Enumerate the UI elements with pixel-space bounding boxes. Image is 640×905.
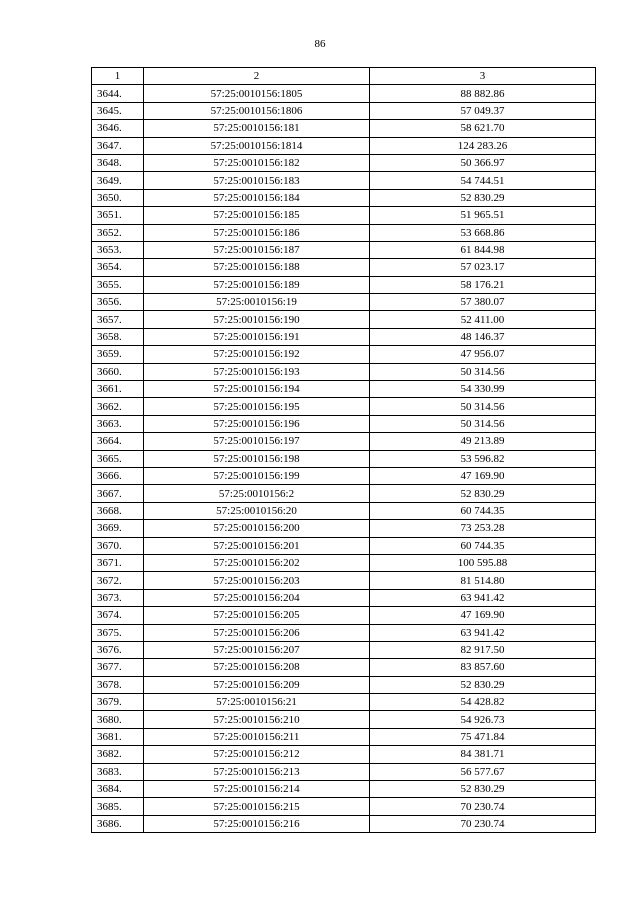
value-cell: 84 381.71 xyxy=(370,746,596,763)
cadastral-number-cell: 57:25:0010156:187 xyxy=(144,241,370,258)
table-row xyxy=(92,276,596,293)
value-cell: 70 230.74 xyxy=(370,815,596,832)
row-number-cell: 3666. xyxy=(92,467,144,484)
cadastral-number-cell: 57:25:0010156:207 xyxy=(144,641,370,658)
cadastral-number-cell: 57:25:0010156:193 xyxy=(144,363,370,380)
row-number-cell: 3682. xyxy=(92,746,144,763)
row-number-cell: 3684. xyxy=(92,781,144,798)
cadastral-number-cell: 57:25:0010156:1814 xyxy=(144,137,370,154)
row-number-cell: 3654. xyxy=(92,259,144,276)
row-number-cell: 3655. xyxy=(92,276,144,293)
table-row xyxy=(92,137,596,154)
cadastral-number-cell: 57:25:0010156:210 xyxy=(144,711,370,728)
table-row xyxy=(92,189,596,206)
value-cell: 57 049.37 xyxy=(370,102,596,119)
value-cell: 58 621.70 xyxy=(370,120,596,137)
table-row xyxy=(92,259,596,276)
table-row xyxy=(92,520,596,537)
row-number-cell: 3669. xyxy=(92,520,144,537)
table-row xyxy=(92,328,596,345)
value-cell: 54 744.51 xyxy=(370,172,596,189)
cadastral-number-cell: 57:25:0010156:205 xyxy=(144,607,370,624)
table-row xyxy=(92,172,596,189)
cadastral-number-cell: 57:25:0010156:188 xyxy=(144,259,370,276)
table-row xyxy=(92,781,596,798)
cadastral-number-cell: 57:25:0010156:181 xyxy=(144,120,370,137)
table-row xyxy=(92,659,596,676)
value-cell: 83 857.60 xyxy=(370,659,596,676)
row-number-cell: 3646. xyxy=(92,120,144,137)
cadastral-number-cell: 57:25:0010156:216 xyxy=(144,815,370,832)
value-cell: 63 941.42 xyxy=(370,624,596,641)
row-number-cell: 3668. xyxy=(92,502,144,519)
table-row xyxy=(92,398,596,415)
value-cell: 47 169.90 xyxy=(370,607,596,624)
cadastral-number-cell: 57:25:0010156:185 xyxy=(144,207,370,224)
value-cell: 54 926.73 xyxy=(370,711,596,728)
cadastral-number-cell: 57:25:0010156:194 xyxy=(144,381,370,398)
table-row xyxy=(92,467,596,484)
row-number-cell: 3663. xyxy=(92,415,144,432)
table-row xyxy=(92,554,596,571)
row-number-cell: 3685. xyxy=(92,798,144,815)
value-cell: 60 744.35 xyxy=(370,502,596,519)
table-row xyxy=(92,502,596,519)
table-body xyxy=(92,85,596,833)
row-number-cell: 3649. xyxy=(92,172,144,189)
cadastral-value-table xyxy=(91,67,596,833)
cadastral-number-cell: 57:25:0010156:197 xyxy=(144,433,370,450)
row-number-cell: 3651. xyxy=(92,207,144,224)
row-number-cell: 3673. xyxy=(92,589,144,606)
row-number-cell: 3674. xyxy=(92,607,144,624)
table-row xyxy=(92,433,596,450)
row-number-cell: 3658. xyxy=(92,328,144,345)
table-row xyxy=(92,641,596,658)
value-cell: 54 330.99 xyxy=(370,381,596,398)
cadastral-number-cell: 57:25:0010156:203 xyxy=(144,572,370,589)
value-cell: 50 366.97 xyxy=(370,154,596,171)
cadastral-number-cell: 57:25:0010156:191 xyxy=(144,328,370,345)
row-number-cell: 3657. xyxy=(92,311,144,328)
table-row xyxy=(92,294,596,311)
value-cell: 52 830.29 xyxy=(370,189,596,206)
value-cell: 58 176.21 xyxy=(370,276,596,293)
cadastral-number-cell: 57:25:0010156:183 xyxy=(144,172,370,189)
table-row xyxy=(92,763,596,780)
table-row xyxy=(92,711,596,728)
table-row xyxy=(92,450,596,467)
row-number-cell: 3662. xyxy=(92,398,144,415)
cadastral-number-cell: 57:25:0010156:196 xyxy=(144,415,370,432)
table-row xyxy=(92,224,596,241)
cadastral-number-cell: 57:25:0010156:20 xyxy=(144,502,370,519)
table-row xyxy=(92,485,596,502)
table-row xyxy=(92,241,596,258)
row-number-cell: 3644. xyxy=(92,85,144,102)
table-row xyxy=(92,154,596,171)
row-number-cell: 3678. xyxy=(92,676,144,693)
value-cell: 50 314.56 xyxy=(370,398,596,415)
table-row xyxy=(92,85,596,102)
column-header-1: 1 xyxy=(92,68,144,85)
cadastral-number-cell: 57:25:0010156:198 xyxy=(144,450,370,467)
cadastral-number-cell: 57:25:0010156:200 xyxy=(144,520,370,537)
value-cell: 52 830.29 xyxy=(370,781,596,798)
cadastral-number-cell: 57:25:0010156:1805 xyxy=(144,85,370,102)
row-number-cell: 3677. xyxy=(92,659,144,676)
row-number-cell: 3647. xyxy=(92,137,144,154)
row-number-cell: 3652. xyxy=(92,224,144,241)
value-cell: 56 577.67 xyxy=(370,763,596,780)
table-row xyxy=(92,694,596,711)
cadastral-number-cell: 57:25:0010156:189 xyxy=(144,276,370,293)
cadastral-number-cell: 57:25:0010156:209 xyxy=(144,676,370,693)
row-number-cell: 3660. xyxy=(92,363,144,380)
table-row xyxy=(92,363,596,380)
value-cell: 52 830.29 xyxy=(370,676,596,693)
cadastral-number-cell: 57:25:0010156:1806 xyxy=(144,102,370,119)
page-number: 86 xyxy=(314,38,326,50)
row-number-cell: 3680. xyxy=(92,711,144,728)
value-cell: 50 314.56 xyxy=(370,363,596,380)
value-cell: 124 283.26 xyxy=(370,137,596,154)
value-cell: 47 956.07 xyxy=(370,346,596,363)
cadastral-number-cell: 57:25:0010156:2 xyxy=(144,485,370,502)
cadastral-number-cell: 57:25:0010156:215 xyxy=(144,798,370,815)
value-cell: 57 380.07 xyxy=(370,294,596,311)
row-number-cell: 3653. xyxy=(92,241,144,258)
value-cell: 63 941.42 xyxy=(370,589,596,606)
cadastral-number-cell: 57:25:0010156:21 xyxy=(144,694,370,711)
table-row xyxy=(92,728,596,745)
row-number-cell: 3661. xyxy=(92,381,144,398)
row-number-cell: 3672. xyxy=(92,572,144,589)
value-cell: 81 514.80 xyxy=(370,572,596,589)
table-row xyxy=(92,624,596,641)
table-row xyxy=(92,120,596,137)
table-row xyxy=(92,311,596,328)
cadastral-number-cell: 57:25:0010156:192 xyxy=(144,346,370,363)
cadastral-number-cell: 57:25:0010156:186 xyxy=(144,224,370,241)
row-number-cell: 3671. xyxy=(92,554,144,571)
column-header-2: 2 xyxy=(144,68,370,85)
cadastral-number-cell: 57:25:0010156:206 xyxy=(144,624,370,641)
value-cell: 70 230.74 xyxy=(370,798,596,815)
cadastral-number-cell: 57:25:0010156:208 xyxy=(144,659,370,676)
row-number-cell: 3670. xyxy=(92,537,144,554)
cadastral-number-cell: 57:25:0010156:184 xyxy=(144,189,370,206)
cadastral-number-cell: 57:25:0010156:214 xyxy=(144,781,370,798)
cadastral-number-cell: 57:25:0010156:201 xyxy=(144,537,370,554)
row-number-cell: 3645. xyxy=(92,102,144,119)
table-row xyxy=(92,346,596,363)
row-number-cell: 3659. xyxy=(92,346,144,363)
row-number-cell: 3667. xyxy=(92,485,144,502)
value-cell: 53 668.86 xyxy=(370,224,596,241)
value-cell: 47 169.90 xyxy=(370,467,596,484)
value-cell: 82 917.50 xyxy=(370,641,596,658)
value-cell: 75 471.84 xyxy=(370,728,596,745)
value-cell: 61 844.98 xyxy=(370,241,596,258)
cadastral-number-cell: 57:25:0010156:212 xyxy=(144,746,370,763)
table-row xyxy=(92,607,596,624)
value-cell: 88 882.86 xyxy=(370,85,596,102)
row-number-cell: 3650. xyxy=(92,189,144,206)
value-cell: 50 314.56 xyxy=(370,415,596,432)
row-number-cell: 3648. xyxy=(92,154,144,171)
cadastral-number-cell: 57:25:0010156:190 xyxy=(144,311,370,328)
row-number-cell: 3686. xyxy=(92,815,144,832)
table-row xyxy=(92,798,596,815)
table-row xyxy=(92,207,596,224)
value-cell: 53 596.82 xyxy=(370,450,596,467)
row-number-cell: 3656. xyxy=(92,294,144,311)
value-cell: 49 213.89 xyxy=(370,433,596,450)
cadastral-number-cell: 57:25:0010156:211 xyxy=(144,728,370,745)
value-cell: 52 830.29 xyxy=(370,485,596,502)
cadastral-number-cell: 57:25:0010156:202 xyxy=(144,554,370,571)
row-number-cell: 3681. xyxy=(92,728,144,745)
table-row xyxy=(92,676,596,693)
cadastral-number-cell: 57:25:0010156:182 xyxy=(144,154,370,171)
value-cell: 52 411.00 xyxy=(370,311,596,328)
table-row xyxy=(92,415,596,432)
value-cell: 48 146.37 xyxy=(370,328,596,345)
row-number-cell: 3676. xyxy=(92,641,144,658)
value-cell: 60 744.35 xyxy=(370,537,596,554)
column-header-3: 3 xyxy=(370,68,596,85)
value-cell: 73 253.28 xyxy=(370,520,596,537)
row-number-cell: 3665. xyxy=(92,450,144,467)
cadastral-number-cell: 57:25:0010156:204 xyxy=(144,589,370,606)
table-row xyxy=(92,102,596,119)
cadastral-number-cell: 57:25:0010156:213 xyxy=(144,763,370,780)
table-row xyxy=(92,589,596,606)
table-row xyxy=(92,537,596,554)
cadastral-number-cell: 57:25:0010156:19 xyxy=(144,294,370,311)
table-row xyxy=(92,815,596,832)
cadastral-number-cell: 57:25:0010156:195 xyxy=(144,398,370,415)
value-cell: 54 428.82 xyxy=(370,694,596,711)
value-cell: 51 965.51 xyxy=(370,207,596,224)
row-number-cell: 3679. xyxy=(92,694,144,711)
table-row xyxy=(92,572,596,589)
row-number-cell: 3675. xyxy=(92,624,144,641)
value-cell: 57 023.17 xyxy=(370,259,596,276)
value-cell: 100 595.88 xyxy=(370,554,596,571)
row-number-cell: 3683. xyxy=(92,763,144,780)
table-header-row xyxy=(92,68,596,85)
cadastral-number-cell: 57:25:0010156:199 xyxy=(144,467,370,484)
table-row xyxy=(92,746,596,763)
table-row xyxy=(92,381,596,398)
row-number-cell: 3664. xyxy=(92,433,144,450)
